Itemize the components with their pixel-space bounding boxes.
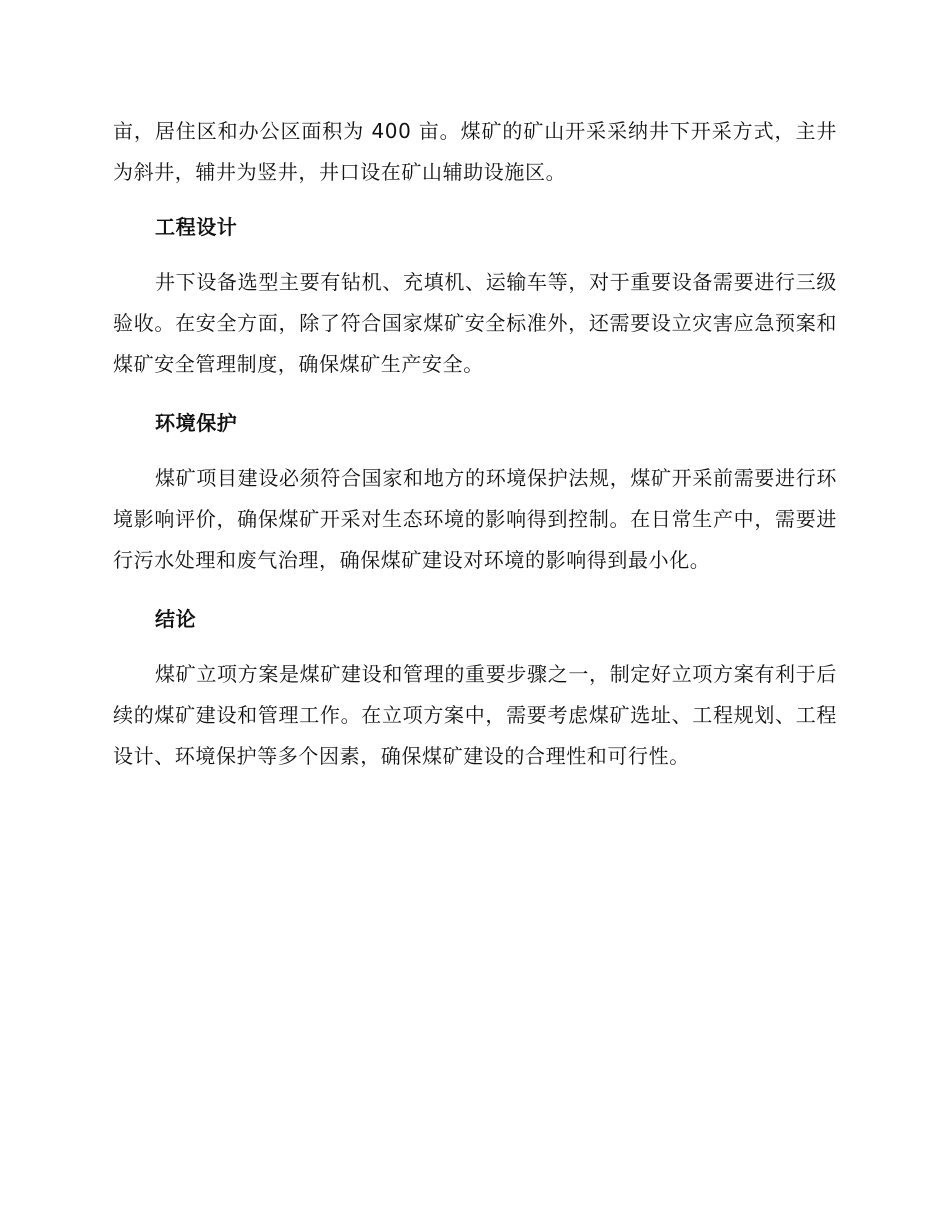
section-body-conclusion: 煤矿立项方案是煤矿建设和管理的重要步骤之一，制定好立项方案有利于后续的煤矿建设和管理工作。在立项方案中，需要考虑煤矿选址、工程规划、工程设计、环境保护等多个因素，确保煤矿建设的合理性和可行性。	[113, 662, 837, 768]
section-heading-engineering-design: 工程设计	[155, 215, 238, 239]
intro-paragraph: 亩，居住区和办公区面积为 400 亩。煤矿的矿山开采采纳井下开采方式，主井为斜井，辅井为竖井，井口设在矿山辅助设施区。	[113, 119, 837, 184]
section-heading-environmental-protection: 环境保护	[155, 411, 238, 435]
section-heading-conclusion: 结论	[155, 607, 197, 631]
document-body	[113, 111, 837, 777]
section-body-engineering-design: 井下设备选型主要有钻机、充填机、运输车等，对于重要设备需要进行三级验收。在安全方面，除了符合国家煤矿安全标准外，还需要设立灾害应急预案和煤矿安全管理制度，确保煤矿生产安全。	[113, 270, 837, 376]
section-body-environmental-protection: 煤矿项目建设必须符合国家和地方的环境保护法规，煤矿开采前需要进行环境影响评价，确保煤矿开采对生态环境的影响得到控制。在日常生产中，需要进行污水处理和废气治理，确保煤矿建设对环境的影响得到最小化。	[113, 466, 837, 572]
